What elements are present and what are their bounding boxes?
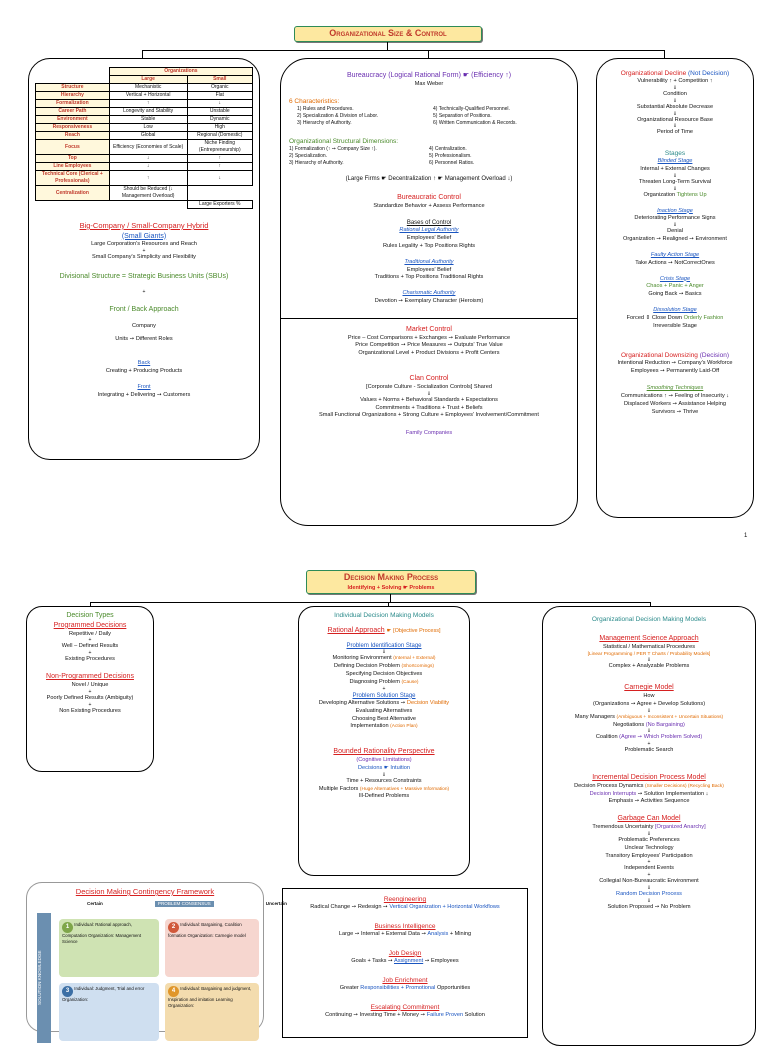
cognitive-limitations: (Cognitive Limitations) xyxy=(356,757,412,764)
org-model-line: Collegial Non-Bureaucratic Environment xyxy=(599,878,699,885)
table-header: Organizations xyxy=(109,68,252,76)
no-bargaining: (No Bargaining) xyxy=(645,721,685,728)
company-label: Company xyxy=(132,322,156,329)
analysis: Analysis xyxy=(427,931,449,938)
back-text: Creating + Producing Products xyxy=(105,368,183,375)
hybrid-line-1: Large Corporation's Resources and Reach xyxy=(91,241,197,248)
practice-line xyxy=(283,931,527,939)
monitoring-env: Monitoring Environment xyxy=(332,655,392,662)
down-arrow: ⇓ xyxy=(672,172,678,179)
model-line xyxy=(303,723,465,731)
down-arrow: ⇓ xyxy=(426,390,432,397)
job-design-title: Job Design xyxy=(388,949,422,957)
page-title-decision-making xyxy=(306,570,476,594)
col-large: Large xyxy=(109,76,187,84)
type-line: Non Existing Procedures xyxy=(59,707,121,714)
cell-small: Dynamic xyxy=(187,116,252,124)
downsizing-decision: (Decision) xyxy=(699,351,730,359)
cell-large: Longevity and Stability xyxy=(109,108,187,116)
non-programmed-decisions: Non-Programmed Decisions xyxy=(46,673,134,681)
down-arrow: ⇓ xyxy=(381,771,387,778)
continuing-investing: Continuing ➙ Investing Time + Money ➙ xyxy=(325,1011,426,1018)
framework-top-axis xyxy=(87,901,287,907)
garbage-can-model: Garbage Can Model xyxy=(617,815,681,823)
weber-label: Max Weber xyxy=(414,80,444,87)
charismatic-authority: Charismatic Authority xyxy=(402,290,456,297)
tightens-up: Tightens Up xyxy=(676,191,707,198)
opportunities: Opportunities xyxy=(436,984,471,991)
stage-line: Denial xyxy=(667,228,683,235)
org-model-line: How xyxy=(643,693,655,700)
problem-solution-stage: Problem Solution Stage xyxy=(352,692,416,699)
down-arrow: ⇓ xyxy=(646,897,652,904)
down-arrow: ⇓ xyxy=(672,222,678,229)
cell-large: Vertical + Horizontal xyxy=(109,92,187,100)
tree-connector xyxy=(142,50,664,51)
front-text: Integrating + Delivering ➙ Customers xyxy=(97,391,191,398)
tree-connector xyxy=(90,602,650,603)
problem-consensus-label xyxy=(155,901,214,907)
model-line: Specifying Decision Objectives xyxy=(345,670,423,677)
decline-line: Organizational Resource Base xyxy=(637,116,713,123)
org-model-line: Emphasis ➙ Activities Sequence xyxy=(608,798,690,805)
quadrant-text: Individual: Bargaining and judgment, Inspiration and imitation Learning Organization: xyxy=(168,986,252,1009)
type-line: Poorly Defined Results (Ambiguity) xyxy=(46,694,134,701)
dimension-item: 6) Personnel Ratios. xyxy=(429,159,475,166)
practice-line xyxy=(283,904,527,912)
down-arrow: ⇓ xyxy=(672,97,678,104)
units-label: Units ➙ Different Roles xyxy=(115,336,173,343)
bureaucracy-control-panel xyxy=(280,58,578,526)
cell-small: ↓ xyxy=(187,100,252,108)
row-label: Reach xyxy=(36,132,110,140)
org-model-line xyxy=(547,791,751,799)
practices-panel xyxy=(282,888,528,1038)
clan-control-line: Values + Norms + Behavioral Standards + Expectations xyxy=(360,396,498,403)
divisional-structure: Divisional Structure = Strategic Business Units (SBUs) xyxy=(59,272,229,280)
row-label: Environment xyxy=(36,116,110,124)
cell-small: ↑ xyxy=(187,155,252,163)
down-arrow: ⇓ xyxy=(646,830,652,837)
orderly-fashion: Orderly Fashion xyxy=(683,314,724,321)
traditional-authority: Traditional Authority xyxy=(404,258,454,265)
rational-legal-authority: Rational Legal Authority xyxy=(399,227,459,234)
developing-alternatives: Developing Alternative Solutions ➙ xyxy=(318,699,406,706)
downsizing-line: Employees ➙ Permanently Laid-Off xyxy=(630,367,720,374)
organizational-title: Organizational Decision Making Models xyxy=(591,616,707,623)
consensus-word: CONSENSUS xyxy=(181,901,211,906)
dissolution-stage: Dissolution Stage xyxy=(653,307,697,314)
implementation: Implementation xyxy=(350,723,389,730)
failure-proven: Failure Proven xyxy=(426,1011,464,1018)
characteristic-item: 2) Specialization & Division of Labor. xyxy=(297,112,379,119)
downsizing-line: Intentional Reduction ➙ Company's Workforce xyxy=(617,359,733,366)
inaction-stage: Inaction Stage xyxy=(657,207,693,214)
action-plan: (Action Plan) xyxy=(390,724,418,730)
decline-panel xyxy=(596,58,754,518)
down-arrow: ⇓ xyxy=(381,649,387,656)
objective-process: ☛ [Objective Process] xyxy=(386,628,441,635)
model-line xyxy=(303,655,465,663)
characteristic-item: 3) Hierarchy of Authority. xyxy=(297,119,352,126)
decision-title-text: Decision Making Process xyxy=(343,572,439,582)
model-line: Ill-Defined Problems xyxy=(358,793,410,800)
cause: (Cause) xyxy=(401,679,419,685)
blinded-stage: Blinded Stage xyxy=(657,158,693,165)
not-decision: (Not Decision) xyxy=(688,70,730,77)
rla-line-2: Rules Legality + Top Positions Rights xyxy=(382,242,476,249)
dimension-item: 2) Specialization. xyxy=(289,152,328,159)
dimension-item: 1) Formalization (↑ ➙ Company Size ↑). xyxy=(289,145,377,152)
uncertain-label: Uncertain xyxy=(265,901,287,906)
reengineering-title: Reengineering xyxy=(383,896,427,903)
coalition: Coalition xyxy=(595,734,618,741)
decisions-intuition: Decisions ☛ Intuition xyxy=(358,764,410,771)
stage-line: Irreversible Stage xyxy=(653,322,697,329)
smoothing-techniques: Smoothing Techniques xyxy=(646,385,704,392)
decision-interrupts: Decision Interrupts xyxy=(589,790,637,797)
bases-of-control: Bases of Control xyxy=(406,219,452,226)
down-arrow: ⇓ xyxy=(646,728,652,735)
dimensions-title: Organizational Structural Dimensions: xyxy=(289,137,399,145)
decision-types-title: Decision Types xyxy=(66,612,114,619)
row-label: Structure xyxy=(36,84,110,92)
org-model-line: Solution Proposed ➙ No Problem xyxy=(607,903,691,910)
business-intelligence-title: Business Intelligence xyxy=(374,922,436,930)
row-label: Responsiveness xyxy=(36,124,110,132)
quadrant-text: Individual: Rational approach, Computation Organization: Management Science xyxy=(62,922,142,945)
rational-approach: Rational Approach xyxy=(327,627,385,635)
characteristic-item: 4) Technically-Qualified Personnel. xyxy=(433,105,510,112)
plus-sign: + xyxy=(88,637,92,644)
problem-identification-stage: Problem Identification Stage xyxy=(346,642,422,649)
cell-large: ↓ xyxy=(109,155,187,163)
cell-small: Unstable xyxy=(187,108,252,116)
hybrid-line-2: Small Company's Simplicity and Flexibility xyxy=(92,254,196,261)
decline-heading xyxy=(601,69,749,78)
cell-large: ↑ xyxy=(109,100,187,108)
org-model-line: Problematic Search xyxy=(624,747,674,754)
back-label: Back xyxy=(137,360,151,367)
row-label: Career Path xyxy=(36,108,110,116)
smaller-decisions: (Smaller Decisions) (Recycling Back) xyxy=(644,783,724,789)
quadrant-3 xyxy=(59,983,159,1041)
programmed-decisions: Programmed Decisions xyxy=(53,621,127,629)
down-arrow: ⇓ xyxy=(672,123,678,130)
row-label: Hierarchy xyxy=(36,92,110,100)
cell-small: Niche Finding (Entrepreneurship) xyxy=(187,140,252,155)
plus-sign: + xyxy=(142,248,146,255)
decision-viability: Decision Viability xyxy=(406,699,450,706)
model-line: Choosing Best Alternative xyxy=(351,715,417,722)
decline-line: Period of Time xyxy=(656,129,694,136)
front-back-approach: Front / Back Approach xyxy=(109,305,179,313)
ta-line-2: Traditions + Top Positions Traditional Rights xyxy=(374,274,484,281)
org-model-line: (Organizations ➙ Agree + Develop Solutions) xyxy=(592,700,706,707)
hybrid-subtitle: (Small Giants) xyxy=(121,232,167,240)
individual-models-panel xyxy=(298,606,470,876)
faulty-action-stage: Faulty Action Stage xyxy=(650,251,700,258)
down-arrow: ⇓ xyxy=(672,110,678,117)
size-comparison-table xyxy=(35,67,253,209)
assignment: Assignment xyxy=(393,957,424,964)
org-model-line xyxy=(547,783,751,791)
quadrant-number-1: 1 xyxy=(62,922,73,933)
row-label: Centralization xyxy=(36,186,110,201)
six-characteristics-title: 6 Characteristics: xyxy=(289,97,340,105)
cell-small: Flat xyxy=(187,92,252,100)
job-enrichment-title: Job Enrichment xyxy=(382,976,428,984)
type-line: Novel / Unique xyxy=(71,681,109,688)
ca-line-1: Devotion ➙ Exemplary Character (Heroism) xyxy=(374,298,484,305)
type-line: Repetitive / Daily xyxy=(69,630,111,637)
bureaucratic-control-text: Standardize Behavior + Assess Performance xyxy=(373,203,485,209)
row-label: Focus xyxy=(36,140,110,155)
organization-label: Organization xyxy=(643,191,676,198)
contingency-framework-panel xyxy=(26,882,287,1032)
characteristic-item: 5) Separation of Positions. xyxy=(433,112,492,119)
quadrant-text: Individual: Judgment, Trial and error Organization: xyxy=(62,986,145,1002)
quadrant-number-4: 4 xyxy=(168,986,179,997)
down-arrow: ⇓ xyxy=(646,707,652,714)
tremendous-uncertainty: Tremendous Uncertainty xyxy=(592,824,654,831)
defining-problem: Defining Decision Problem xyxy=(333,663,400,670)
individual-title: Individual Decision Making Models xyxy=(334,612,434,619)
cell-small xyxy=(187,186,252,201)
cell-large: Mechanistic xyxy=(109,84,187,92)
plus-sign: + xyxy=(88,688,92,695)
incremental-model: Incremental Decision Process Model xyxy=(592,774,706,782)
model-line: Time + Resources Constraints xyxy=(346,777,422,784)
clan-control-line: [Corporate Culture - Socialization Controls] Shared xyxy=(366,383,492,390)
practice-line xyxy=(283,1012,527,1020)
practice-line xyxy=(283,958,527,966)
page-title-size-control: Organizational Size & Control xyxy=(294,26,482,42)
section-divider xyxy=(281,318,577,319)
greater: Greater xyxy=(339,984,359,991)
decline-line: Vulnerability ↑ + Competition ↑ xyxy=(637,78,713,85)
problem-word: PROBLEM xyxy=(157,901,181,906)
quadrant-number-3: 3 xyxy=(62,986,73,997)
decline-title: Organizational Decline xyxy=(620,70,687,77)
downsizing-heading xyxy=(601,351,749,360)
internal-external: (Internal + External) xyxy=(393,656,436,662)
management-science-approach: Management Science Approach xyxy=(599,635,699,643)
vertical-horizontal: Vertical Organization + Horizontal Workflows xyxy=(389,904,500,911)
large-firms-note: (Large Firms ☛ Decentralization ↑ ☛ Management Overload ↓) xyxy=(345,175,513,182)
mining: + Mining xyxy=(449,931,472,938)
org-model-line: Statistical / Mathematical Procedures xyxy=(602,643,696,650)
clan-control-title: Clan Control xyxy=(409,375,449,383)
cell-large: Should be Reduced (↓ Management Overload) xyxy=(109,186,187,201)
plus-sign: + xyxy=(88,701,92,708)
cell-large: Stable xyxy=(109,116,187,124)
quadrant-number-2: 2 xyxy=(168,922,179,933)
stages-title: Stages xyxy=(664,150,686,158)
market-control-line: Price – Cost Comparisons + Exchanges ➙ Evaluate Performance xyxy=(347,334,511,341)
dimension-item: 4) Centralization. xyxy=(429,145,467,152)
cell-large: Efficiency (Economies of Scale) xyxy=(109,140,187,155)
plus-sign: + xyxy=(647,872,651,879)
organized-anarchy: [Organized Anarchy] xyxy=(654,824,706,831)
stage-line: Going Back ➙ Basics xyxy=(648,291,702,298)
type-line: Existing Procedures xyxy=(65,656,115,663)
large-exporters: Large Exporters % xyxy=(187,201,252,209)
bureaucracy-heading: Bureaucracy (Logical Rational Form) ☛ (Efficiency ↑) xyxy=(346,72,512,79)
cell-large: Low xyxy=(109,124,187,132)
stage-line: Chaos + Panic + Anger xyxy=(646,283,704,290)
cell-large: ↑ xyxy=(109,171,187,186)
characteristic-item: 1) Rules and Procedures. xyxy=(297,105,354,112)
market-control-line: Organizational Level + Product Divisions + Profit Centers xyxy=(358,350,500,357)
model-line xyxy=(303,663,465,671)
decline-line: Condition xyxy=(663,90,687,97)
org-model-line: Complex + Analyzable Problems xyxy=(608,663,690,670)
stage-line: Threaten Long-Term Survival xyxy=(638,178,712,185)
multiple-factors: Multiple Factors xyxy=(318,785,359,792)
solution: Solution xyxy=(464,1011,485,1018)
cell-large: ↓ xyxy=(109,163,187,171)
solution-knowledge-axis: SOLUTION KNOWLEDGE xyxy=(37,913,51,1043)
down-arrow: ⇓ xyxy=(646,657,652,664)
col-small: Small xyxy=(187,76,252,84)
cell-small: High xyxy=(187,124,252,132)
row-label: Formalization xyxy=(36,100,110,108)
plus-sign: + xyxy=(382,685,386,692)
org-model-line: Unclear Technology xyxy=(624,844,674,851)
organizational-models-panel xyxy=(542,606,756,1046)
market-control-line: Price Competition ➙ Price Measures ➙ Outputs' True Value xyxy=(355,342,503,349)
smoothing-line: Communications ↑ ➙ Feeling of Insecurity ↓ xyxy=(620,393,730,400)
forced-close: Forced ⇕ Close Down xyxy=(626,314,682,321)
down-arrow: ⇓ xyxy=(672,185,678,192)
ambiguous-situations: (Ambiguous + Inconsistent + Uncertain Situations) xyxy=(616,714,724,720)
carnegie-model: Carnegie Model xyxy=(624,684,674,692)
smoothing-line: Survivors ➙ Thrive xyxy=(651,408,699,415)
negotiations: Negotiations xyxy=(613,721,645,728)
characteristics-list xyxy=(289,106,569,127)
stage-line: Internal + External Changes xyxy=(640,166,710,173)
row-label: Top xyxy=(36,155,110,163)
framework-title: Decision Making Contingency Framework xyxy=(75,887,215,896)
many-managers: Many Managers xyxy=(574,713,615,720)
downsizing-title: Organizational Downsizing xyxy=(620,351,698,359)
agree-problem: (Agree ➙ Which Problem Solved) xyxy=(619,734,703,741)
tree-connector xyxy=(387,42,388,50)
hybrid-title: Big-Company / Small-Company Hybrid xyxy=(79,221,209,230)
quadrant-2 xyxy=(165,919,259,977)
plus-sign: + xyxy=(647,741,651,748)
down-arrow: ⇓ xyxy=(646,885,652,892)
plus-sign: + xyxy=(88,650,92,657)
certain-label: Certain xyxy=(87,901,103,906)
shortcomings: (Shortcomings) xyxy=(401,664,434,670)
dimensions-list xyxy=(289,146,569,167)
decision-types-panel xyxy=(26,606,154,772)
escalating-commitment-title: Escalating Commitment xyxy=(370,1003,440,1011)
radical-change: Radical Change ➙ Redesign ➙ xyxy=(310,904,388,911)
smoothing-line: Displaced Workers ➙ Assistance Helping xyxy=(624,400,726,407)
stage-line: Organization ➙ Realigned ➙ Environment xyxy=(623,236,727,243)
decision-subtitle: Identifying + Solving ☛ Problems xyxy=(347,585,435,591)
cell-large: Global xyxy=(109,132,187,140)
stage-line: Deteriorating Performance Signs xyxy=(634,215,716,222)
bounded-rationality: Bounded Rationality Perspective xyxy=(333,748,435,756)
row-label: Line Employees xyxy=(36,163,110,171)
ta-line-1: Employees' Belief xyxy=(406,266,452,273)
type-line: Well – Defined Results xyxy=(61,643,119,650)
org-model-line xyxy=(547,714,751,722)
clan-control-line: Small Functional Organizations + Strong Culture + Employees' Involvement/Commitment xyxy=(319,412,539,419)
quadrant-text: Individual: Bargaining, Coalition formation Organization: Carnegie model xyxy=(168,922,246,938)
clan-control-line: Commitments + Traditions + Trust + Beliefs xyxy=(375,404,483,411)
model-line xyxy=(303,786,465,794)
cell-small: ↓ xyxy=(187,171,252,186)
size-comparison-panel xyxy=(28,58,260,460)
crisis-stage: Crisis Stage xyxy=(659,275,691,282)
org-model-line: Problematic Preferences xyxy=(618,836,680,843)
characteristic-item: 6) Written Communication & Records. xyxy=(433,119,517,126)
solution-implementation: ➙ Solution Implementation ↓ xyxy=(637,790,709,797)
rational-heading xyxy=(303,626,465,636)
plus-sign: + xyxy=(142,288,146,295)
random-decision-process: Random Decision Process xyxy=(616,891,682,898)
employees: ➙ Employees xyxy=(424,957,459,964)
front-label: Front xyxy=(137,383,151,390)
stage-line xyxy=(601,315,749,323)
bureaucratic-control-title: Bureaucratic Control xyxy=(397,194,461,202)
stage-line: Take Actions ➙ NotCorrectOnes xyxy=(635,259,715,266)
model-line xyxy=(303,700,465,708)
market-control-title: Market Control xyxy=(406,325,452,333)
dimension-item: 3) Hierarchy of Authority. xyxy=(289,159,344,166)
large-data: Large ➙ Internal + External Data ➙ xyxy=(338,931,427,938)
down-arrow: ⇓ xyxy=(672,84,678,91)
goals-tasks: Goals + Tasks ➙ xyxy=(351,957,393,964)
page-number: 1 xyxy=(744,533,748,539)
plus-sign: + xyxy=(647,859,651,866)
family-companies: Family Companies xyxy=(405,430,453,437)
dimension-item: 5) Professionalism. xyxy=(429,152,472,159)
org-model-line: Transitory Employees' Participation xyxy=(605,852,693,859)
quadrant-4 xyxy=(165,983,259,1041)
cell-small: ↑ xyxy=(187,163,252,171)
decline-line: Substantial Absolute Decrease xyxy=(636,103,714,110)
responsibilities-promotional: Responsibilities + Promotional xyxy=(360,984,436,991)
tree-connector xyxy=(390,594,391,602)
huge-alternatives: (Huge Alternatives + Massive Information) xyxy=(359,786,450,792)
diagnosing-problem: Diagnosing Problem xyxy=(349,678,400,685)
row-label: Technical Core (Clerical + Professionals) xyxy=(36,171,110,186)
org-model-line: [Linear Programming / PER T Charts / Probability Models] xyxy=(587,651,711,657)
model-line: Evaluating Alternatives xyxy=(355,707,413,714)
quadrant-1 xyxy=(59,919,159,977)
org-model-line: Independent Events xyxy=(624,865,674,872)
practice-line xyxy=(283,985,527,993)
cell-small: Regional (Domestic) xyxy=(187,132,252,140)
process-dynamics: Decision Process Dynamics xyxy=(574,782,644,789)
stage-line xyxy=(601,192,749,200)
cell-small: Organic xyxy=(187,84,252,92)
rla-line-1: Employees' Belief xyxy=(406,235,452,242)
